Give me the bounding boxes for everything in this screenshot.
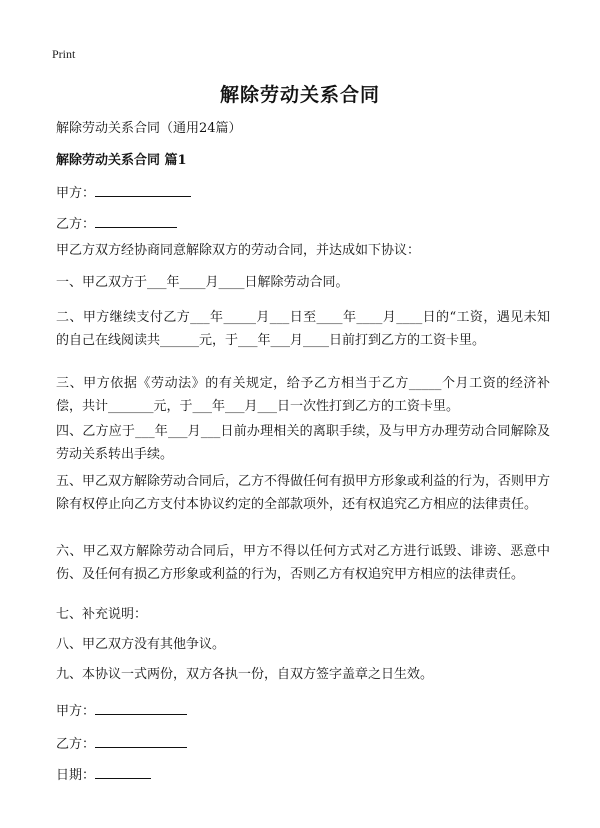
clause-4: 四、乙方应于___年___月___日前办理相关的离职手续，及与甲方办理劳动合同解除及劳动关系转出手续。: [56, 424, 550, 462]
intro-text: 甲乙方双方经协商同意解除双方的劳动合同，并达成如下协议：: [56, 243, 421, 258]
clause-9: 九、本协议一式两份，双方各执一份，自双方签字盖章之日生效。: [56, 667, 434, 682]
party-b-label: 乙方：: [56, 217, 96, 232]
clause-5: 五、甲乙双方解除劳动合同后，乙方不得做任何有损甲方形象或利益的行为，否则甲方除有权停止向乙方支付本协议约定的全部款项外，还有权追究乙方相应的法律责任。: [56, 474, 551, 512]
clause-6: 六、甲乙双方解除劳动合同后，甲方不得以任何方式对乙方进行诋毁、诽谤、恶意中伤、及任何有损乙方形象或利益的行为，否则乙方有权追究甲方相应的法律责任。: [56, 544, 550, 582]
signature-date-label: 日期：: [56, 768, 96, 783]
party-a-field: [56, 182, 546, 205]
clause-8: 八、甲乙双方没有其他争议。: [56, 637, 226, 652]
signature-party-a: [56, 700, 546, 723]
signature-party-a-label: 甲方：: [56, 704, 96, 719]
clause-7: 七、补充说明：: [56, 607, 148, 622]
party-b-field: [56, 213, 546, 236]
clause-1: 一、甲乙双方于___年____月____日解除劳动合同。: [56, 275, 349, 290]
party-a-blank: [95, 182, 191, 197]
document-title: 解除劳动关系合同: [219, 84, 380, 106]
signature-date-blank: [95, 764, 151, 779]
party-a-label: 甲方：: [56, 186, 96, 201]
clause-2: 二、甲方继续支付乙方___年_____月___日至____年____月____日的“工资，遇见未知的自己在线阅读共______元，于___年___月____日前打到乙方的工资卡里。: [56, 310, 550, 348]
signature-party-a-blank: [95, 700, 187, 715]
signature-party-b: [56, 733, 546, 756]
print-link[interactable]: Print: [52, 47, 76, 61]
section-heading: 解除劳动关系合同 篇1: [56, 153, 187, 168]
party-b-blank: [95, 213, 177, 228]
signature-party-b-blank: [95, 733, 187, 748]
clause-3: 三、甲方依据《劳动法》的有关规定，给予乙方相当于乙方_____个月工资的经济补偿，共计_______元，于___年___月___日一次性打到乙方的工资卡里。: [56, 376, 550, 414]
signature-party-b-label: 乙方：: [56, 737, 96, 752]
document-subtitle: 解除劳动关系合同（通用24篇）: [56, 121, 242, 136]
signature-date: [56, 764, 546, 787]
